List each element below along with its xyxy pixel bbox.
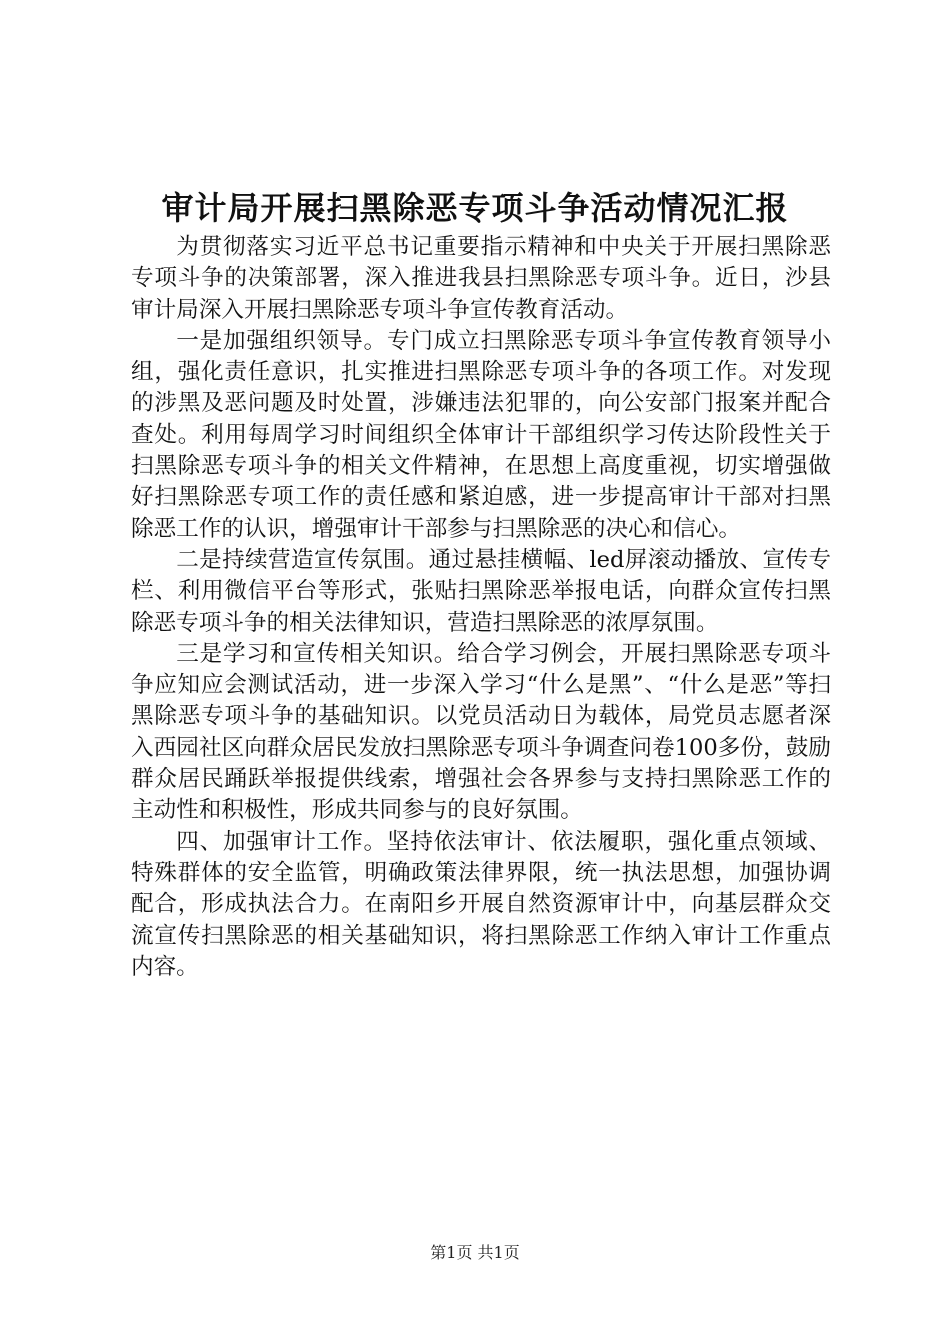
section-four-paragraph: 四、加强审计工作。坚持依法审计、依法履职，强化重点领域、特殊群体的安全监管，明确政策法律界限，统一执法思想，加强协调配合，形成执法合力。在南阳乡开展自然资源审计中，向基层群众交流宣传扫黑除恶的相关基础知识，将扫黑除恶工作纳入审计工作重点内容。 xyxy=(131,828,831,980)
intro-paragraph: 为贯彻落实习近平总书记重要指示精神和中央关于开展扫黑除恶专项斗争的决策部署，深入推进我县扫黑除恶专项斗争。近日，沙县审计局深入开展扫黑除恶专项斗争宣传教育活动。 xyxy=(131,234,831,323)
page-footer: 第1页 共1页 xyxy=(430,1243,520,1262)
section-two-paragraph: 二是持续营造宣传氛围。通过悬挂横幅、led屏滚动播放、宣传专栏、利用微信平台等形式，张贴扫黑除恶举报电话，向群众宣传扫黑除恶专项斗争的相关法律知识，营造扫黑除恶的浓厚氛围。 xyxy=(131,546,831,636)
document-body xyxy=(131,232,831,983)
document-title: 审计局开展扫黑除恶专项斗争活动情况汇报 xyxy=(161,189,789,227)
section-three-paragraph: 三是学习和宣传相关知识。给合学习例会，开展扫黑除恶专项斗争应知应会测试活动，进一步深入学习“什么是黑”、“什么是恶”等扫黑除恶专项斗争的基础知识。以党员活动日为载体，局党员志愿者深入西园社区向群众居民发放扫黑除恶专项斗争调查问卷100多份，鼓励群众居民踊跃举报提供线索，增强社会各界参与支持扫黑除恶工作的主动性和积极性，形成共同参与的良好氛围。 xyxy=(131,640,831,824)
section-one-paragraph: 一是加强组织领导。专门成立扫黑除恶专项斗争宣传教育领导小组，强化责任意识，扎实推进扫黑除恶专项斗争的各项工作。对发现的涉黑及恶问题及时处置，涉嫌违法犯罪的，向公安部门报案并配合查处。利用每周学习时间组织全体审计干部组织学习传达阶段性关于扫黑除恶专项斗争的相关文件精神，在思想上高度重视，切实增强做好扫黑除恶专项工作的责任感和紧迫感，进一步提高审计干部对扫黑除恶工作的认识，增强审计干部参与扫黑除恶的决心和信心。 xyxy=(131,327,831,542)
